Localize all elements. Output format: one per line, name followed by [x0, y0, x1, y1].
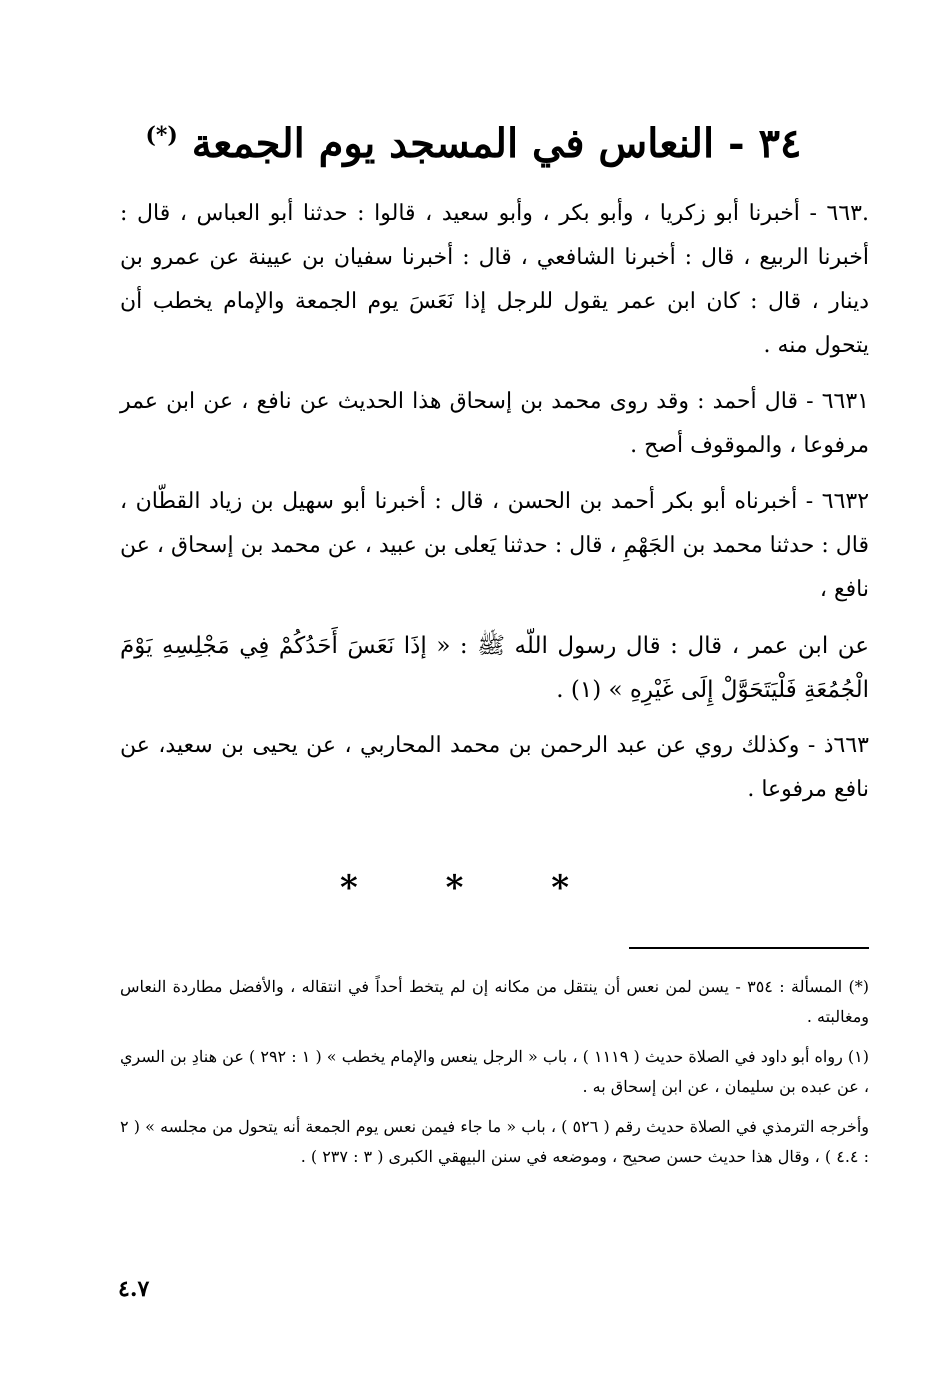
- footnote-1-continued: وأخرجه الترمذي في الصلاة حديث رقم ( ٥٢٦ ) ، باب « ما جاء فيمن نعس يوم الجمعة أنه يتحول من مجلسه » ( ٢ : ٤.٤ ) ، وقال هذا حديث حسن صحيح ، وموضعه في سنن البيهقي الكبرى ( ٣ : ٢٣٧ ) .: [120, 1117, 869, 1166]
- paragraph-hadith: عن ابن عمر ، قال : قال رسول اللّه ﷺ : « إذَا نَعَسَ أَحَدُكُمْ فِي مَجْلِسِهِ يَوْمَ الْجُمُعَةِ فَلْيَتَحَوَّلْ إِلَى غَيْرِهِ » (١) .: [120, 633, 869, 703]
- chapter-title: [0, 118, 947, 170]
- footnote-mas-ala: (*) المسألة : ٣٥٤ - يسن لمن نعس أن ينتقل من مكانه إن لم يتخط أحداً في انتقاله ، والأفضل مطاردة النعاس ومغالبته .: [120, 977, 869, 1026]
- chapter-title-text: ٣٤ - النعاس في المسجد يوم الجمعة: [191, 120, 802, 167]
- page-number: ٤.٧: [118, 1276, 150, 1302]
- section-separator: * * *: [339, 868, 607, 908]
- paragraph-6630: .٦٦٣ - أخبرنا أبو زكريا ، وأبو بكر ، وأبو سعيد ، قالوا : حدثنا أبو العباس ، قال : أخبرنا الربيع ، قال : أخبرنا الشافعي ، قال : أخبرنا سفيان بن عيينة عن عمرو بن دينار ، قال : كان ابن عمر يقول للرجل إذا نَعَسَ يوم الجمعة والإمام يخطب أن يتحول منه .: [120, 201, 869, 358]
- footnote-rule: [629, 947, 869, 949]
- footnote-1: (١) رواه أبو داود في الصلاة حديث ( ١١١٩ ) ، باب « الرجل ينعس والإمام يخطب » ( ١ : ٢٩٢ ) عن هنادِ بن السري ، عن عبده بن سليمان ، عن ابن إسحاق به .: [120, 1047, 869, 1096]
- paragraph-6631: ٦٦٣١ - قال أحمد : وقد روى محمد بن إسحاق هذا الحديث عن نافع ، عن ابن عمر مرفوعا ، والموقوف أصح .: [120, 389, 869, 458]
- paragraph-6633: ٦٦٣ذ - وكذلك روي عن عبد الرحمن بن محمد المحاربي ، عن يحيى بن سعيد، عن نافع مرفوعا .: [120, 733, 869, 802]
- paragraph-6632: ٦٦٣٢ - أخبرناه أبو بكر أحمد بن الحسن ، قال : أخبرنا أبو سهيل بن زياد القطّان ، قال : حدثنا محمد بن الجَهْمِ ، قال : حدثنا يَعلى بن عبيد ، عن محمد بن إسحاق ، عن نافع ،: [120, 489, 870, 602]
- chapter-title-footnote-mark: (*): [145, 122, 178, 149]
- main-text: [120, 192, 869, 824]
- footnotes: [120, 972, 869, 1182]
